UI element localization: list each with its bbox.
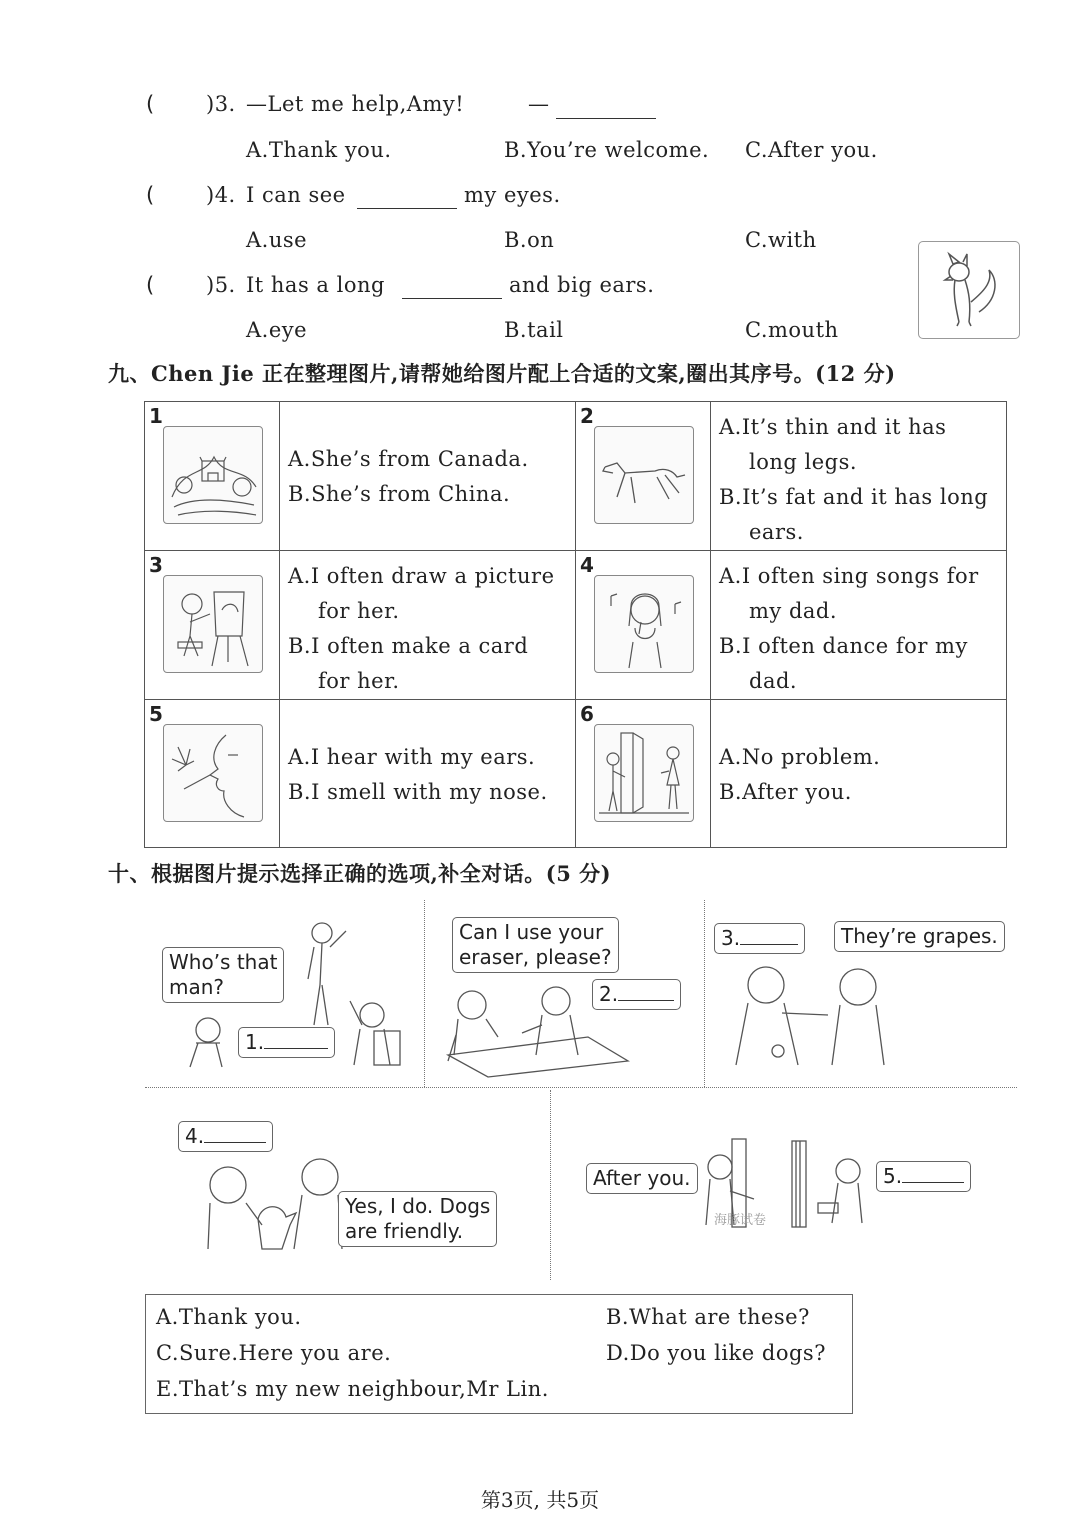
question-stem-end: and big ears. [509, 273, 655, 297]
fox-icon [919, 242, 1019, 338]
option-a: A.Thank you. [246, 138, 392, 162]
option-a[interactable]: A.She’s from Canada. [288, 447, 529, 471]
smelling-flower-icon [163, 724, 263, 822]
option-a[interactable]: A.I hear with my ears. [288, 745, 536, 769]
answer-blank[interactable] [264, 1034, 328, 1049]
page-footer: 第3页, 共5页 [480, 1488, 600, 1512]
speech-bubble [586, 1163, 698, 1194]
answer-bubble[interactable] [178, 1121, 273, 1152]
question-stem: —Let me help,Amy! [246, 92, 465, 116]
bubble-text: Yes, I do. Dogs are friendly. [345, 1194, 491, 1243]
option-a: A.use [246, 228, 308, 252]
dog-icon [594, 426, 694, 524]
question-number: )3. [206, 92, 236, 116]
speech-bubble [834, 921, 1005, 952]
caption-options-5 [280, 700, 576, 848]
option-a[interactable]: A.I often sing songs for [719, 564, 979, 588]
question-stem: It has a long [246, 273, 385, 297]
question-number: )4. [206, 183, 236, 207]
question-stem: I can see [246, 183, 346, 207]
picture-cell-1 [145, 402, 280, 551]
item-number: 3 [149, 553, 163, 577]
picture-cell-6 [576, 700, 711, 848]
option-b: B.tail [504, 318, 564, 342]
question-dash: — [528, 92, 550, 116]
options-box [145, 1294, 853, 1414]
option-b[interactable]: B.It’s fat and it has long [719, 485, 989, 509]
answer-number: 3. [721, 926, 741, 950]
option-e[interactable]: E.That’s my new neighbour,Mr Lin. [156, 1377, 549, 1401]
answer-paren[interactable]: ( [146, 273, 155, 297]
option-c: C.After you. [745, 138, 878, 162]
caption-options-1 [280, 402, 576, 551]
item-number: 2 [580, 404, 594, 428]
option-b[interactable]: B.I often make a card [288, 634, 529, 658]
divider [704, 900, 705, 1087]
great-wall-icon [163, 426, 263, 524]
answer-blank[interactable] [556, 100, 656, 119]
answer-blank[interactable] [902, 1168, 964, 1183]
speech-bubble [338, 1191, 497, 1247]
option-b[interactable]: B.After you. [719, 780, 852, 804]
section-9-title: 九、Chen Jie 正在整理图片,请帮她给图片配上合适的文案,圈出其序号。(12 分) [108, 361, 896, 386]
item-number: 6 [580, 702, 594, 726]
option-b[interactable]: B.I often dance for my [719, 634, 968, 658]
divider [424, 900, 425, 1087]
dialogue-panel-5 [556, 1095, 1018, 1275]
option-b: B.You’re welcome. [504, 138, 710, 162]
answer-blank[interactable] [402, 280, 502, 299]
dialogue-panel-4 [150, 1095, 546, 1275]
caption-options-2 [711, 402, 1007, 551]
answer-paren[interactable]: ( [146, 183, 155, 207]
answer-blank[interactable] [740, 930, 798, 945]
answer-bubble[interactable] [714, 923, 805, 954]
option-b-cont: ears. [749, 520, 804, 544]
answer-bubble[interactable] [876, 1161, 971, 1192]
option-a-cont: my dad. [749, 599, 838, 623]
door-holding-icon [594, 724, 694, 822]
girl-singing-icon [594, 575, 694, 673]
divider [550, 1090, 551, 1280]
question-number: )5. [206, 273, 236, 297]
answer-blank[interactable] [357, 190, 457, 209]
option-b: B.on [504, 228, 555, 252]
option-a[interactable]: A.Thank you. [156, 1305, 302, 1329]
option-a-cont: long legs. [749, 450, 858, 474]
option-c: C.mouth [745, 318, 839, 342]
caption-options-3 [280, 551, 576, 700]
caption-options-6 [711, 700, 1007, 848]
dialogue-panel-1 [150, 905, 420, 1083]
answer-number: 2. [599, 982, 619, 1006]
answer-number: 5. [883, 1164, 903, 1188]
boy-drawing-icon [163, 575, 263, 673]
picture-cell-3 [145, 551, 280, 700]
dialogue-panel-2 [428, 905, 700, 1083]
answer-paren[interactable]: ( [146, 92, 155, 116]
bubble-text: They’re grapes. [841, 924, 998, 948]
bubble-text: Can I use your eraser, please? [459, 920, 612, 969]
picture-cell-5 [145, 700, 280, 848]
speech-bubble [452, 917, 619, 973]
answer-bubble[interactable] [238, 1027, 335, 1058]
option-a[interactable]: A.I often draw a picture [288, 564, 555, 588]
dialogue-panel-3 [708, 905, 1018, 1083]
speech-bubble [162, 947, 284, 1003]
watermark: 海豚试卷 [714, 1213, 767, 1228]
option-c[interactable]: C.Sure.Here you are. [156, 1341, 392, 1365]
item-number: 5 [149, 702, 163, 726]
question-stem-end: my eyes. [464, 183, 561, 207]
option-b-cont: dad. [749, 669, 798, 693]
option-c: C.with [745, 228, 817, 252]
bubble-text: Who’s that man? [169, 950, 278, 999]
answer-bubble[interactable] [592, 979, 681, 1010]
option-a[interactable]: A.No problem. [719, 745, 881, 769]
option-b[interactable]: B.What are these? [606, 1305, 810, 1329]
option-b[interactable]: B.She’s from China. [288, 482, 511, 506]
fox-picture [918, 241, 1020, 339]
section-10-title: 十、根据图片提示选择正确的选项,补全对话。(5 分) [108, 861, 612, 886]
divider [145, 1087, 1017, 1088]
option-b-cont: for her. [318, 669, 400, 693]
option-d[interactable]: D.Do you like dogs? [606, 1341, 826, 1365]
option-a-cont: for her. [318, 599, 400, 623]
bubble-text: After you. [593, 1166, 691, 1190]
answer-number: 1. [245, 1030, 265, 1054]
item-number: 4 [580, 553, 594, 577]
answer-blank[interactable] [618, 986, 674, 1001]
option-b[interactable]: B.I smell with my nose. [288, 780, 548, 804]
picture-cell-4 [576, 551, 711, 700]
option-a[interactable]: A.It’s thin and it has [719, 415, 947, 439]
option-a: A.eye [246, 318, 308, 342]
answer-blank[interactable] [204, 1128, 266, 1143]
answer-number: 4. [185, 1124, 205, 1148]
caption-options-4 [711, 551, 1007, 700]
picture-cell-2 [576, 402, 711, 551]
item-number: 1 [149, 404, 163, 428]
picture-caption-table [144, 401, 1007, 848]
